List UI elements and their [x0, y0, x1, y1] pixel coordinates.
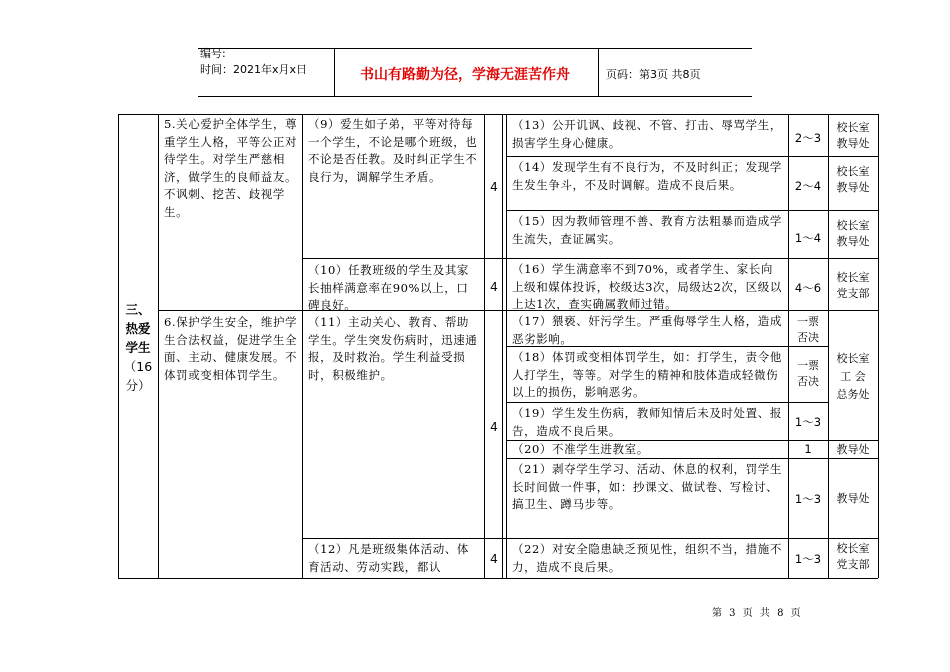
deduction-text: （21）剥夺学生学习、活动、休息的权利，罚学生长时间做一件事，如：抄课文、做试卷、写检讨、搞卫生、蹲马步等。 [512, 462, 782, 511]
deduction-points: 2～3 [794, 131, 822, 145]
responsible-dept: 校长室 工 会 总务处 [836, 352, 870, 401]
item-score: 4 [490, 280, 498, 294]
responsible-dept: 校长室 党支部 [836, 542, 870, 571]
standard-text: 5.关心爱护全体学生，尊重学生人格，平等公正对待学生。对学生严慈相济，做学生的良师益友。不讽刺、挖苦、歧视学生。 [164, 117, 298, 219]
deduction-text: （15）因为教师管理不善、教育方法粗暴而造成学生流失，查证属实。 [512, 214, 782, 246]
responsible-dept: 校长室 党支部 [836, 271, 870, 300]
time-label: 时间：2021年x月x日 [200, 63, 308, 76]
deduction-points: 1 [804, 442, 812, 456]
header-divider [598, 48, 599, 96]
table-top-border [118, 114, 878, 115]
deduction-points: 2～4 [794, 179, 822, 193]
item-score: 4 [490, 180, 498, 194]
item-text: （10）任教班级的学生及其家长抽样满意率在90%以上，口碑良好。 [308, 263, 470, 312]
deduction-points: 1～3 [794, 492, 822, 506]
responsible-dept: 教导处 [836, 443, 870, 456]
deduction-text: （22）对安全隐患缺乏预见性，组织不当，措施不力，造成不良后果。 [512, 542, 782, 574]
deduction-points: 一票 否决 [797, 315, 819, 344]
responsible-dept: 校长室 教导处 [836, 165, 870, 194]
header-bottom-rule [198, 96, 752, 97]
page-footer: 第 3 页 共 8 页 [712, 608, 803, 619]
deduction-text: （20）不准学生进教室。 [512, 442, 649, 456]
standard-text: 6.保护学生安全，维护学生合法权益，促进学生全面、主动、健康发展。不体罚或变相体罚学生。 [164, 315, 298, 382]
deduction-text: （19）学生发生伤病，教师知情后未及时处置、报告，造成不良后果。 [512, 406, 782, 438]
responsible-dept: 校长室 教导处 [836, 121, 870, 150]
deduction-points: 1～3 [794, 552, 822, 566]
motto: 书山有路勤为径，学海无涯苦作舟 [360, 67, 570, 83]
deduction-text: （16）学生满意率不到70%，或者学生、家长向上级和媒体投诉，校级达3次，局级达2次，区级以上达1次，查实确属教师过错。 [512, 262, 782, 311]
responsible-dept: 教导处 [836, 492, 870, 505]
page-label: 页码：第3页 共8页 [606, 68, 701, 81]
deduction-points: 4～6 [794, 281, 822, 295]
deduction-points: 1～3 [794, 415, 822, 429]
deduction-text: （17）猥亵、奸污学生。严重侮辱学生人格，造成恶劣影响。 [512, 314, 782, 346]
table-bottom-border [118, 578, 878, 579]
item-text: （11）主动关心、教育、帮助学生。学生突发伤病时，迅速通报，及时救治。学生利益受损时，积极维护。 [308, 315, 478, 382]
item-score: 4 [490, 420, 498, 434]
item-text: （12）凡是班级集体活动、体育活动、劳动实践，都认 [308, 542, 470, 574]
header-meta [200, 46, 307, 78]
deduction-text: （13）公开讥讽、歧视、不管、打击、辱骂学生，损害学生身心健康。 [512, 118, 782, 150]
responsible-dept: 校长室 教导处 [836, 219, 870, 248]
number-label: 编号: [200, 47, 226, 60]
deduction-text: （14）发现学生有不良行为，不及时纠正；发现学生发生争斗，不及时调解。造成不良后果。 [512, 160, 782, 192]
deduction-points: 1～4 [794, 231, 822, 245]
deduction-points: 一票 否决 [797, 359, 819, 388]
deduction-text: （18）体罚或变相体罚学生，如：打学生，责令他人打学生，等等。对学生的精神和肢体造成轻微伤以上的损伤，影响恶劣。 [512, 350, 782, 399]
item-text: （9）爱生如子弟，平等对待每一个学生，不论是哪个班级，也不论是否任教。及时纠正学生不良行为，调解学生矛盾。 [308, 117, 478, 184]
item-score: 4 [490, 552, 498, 566]
category-label: 三、 热爱 学生 （16 分） [123, 302, 153, 393]
